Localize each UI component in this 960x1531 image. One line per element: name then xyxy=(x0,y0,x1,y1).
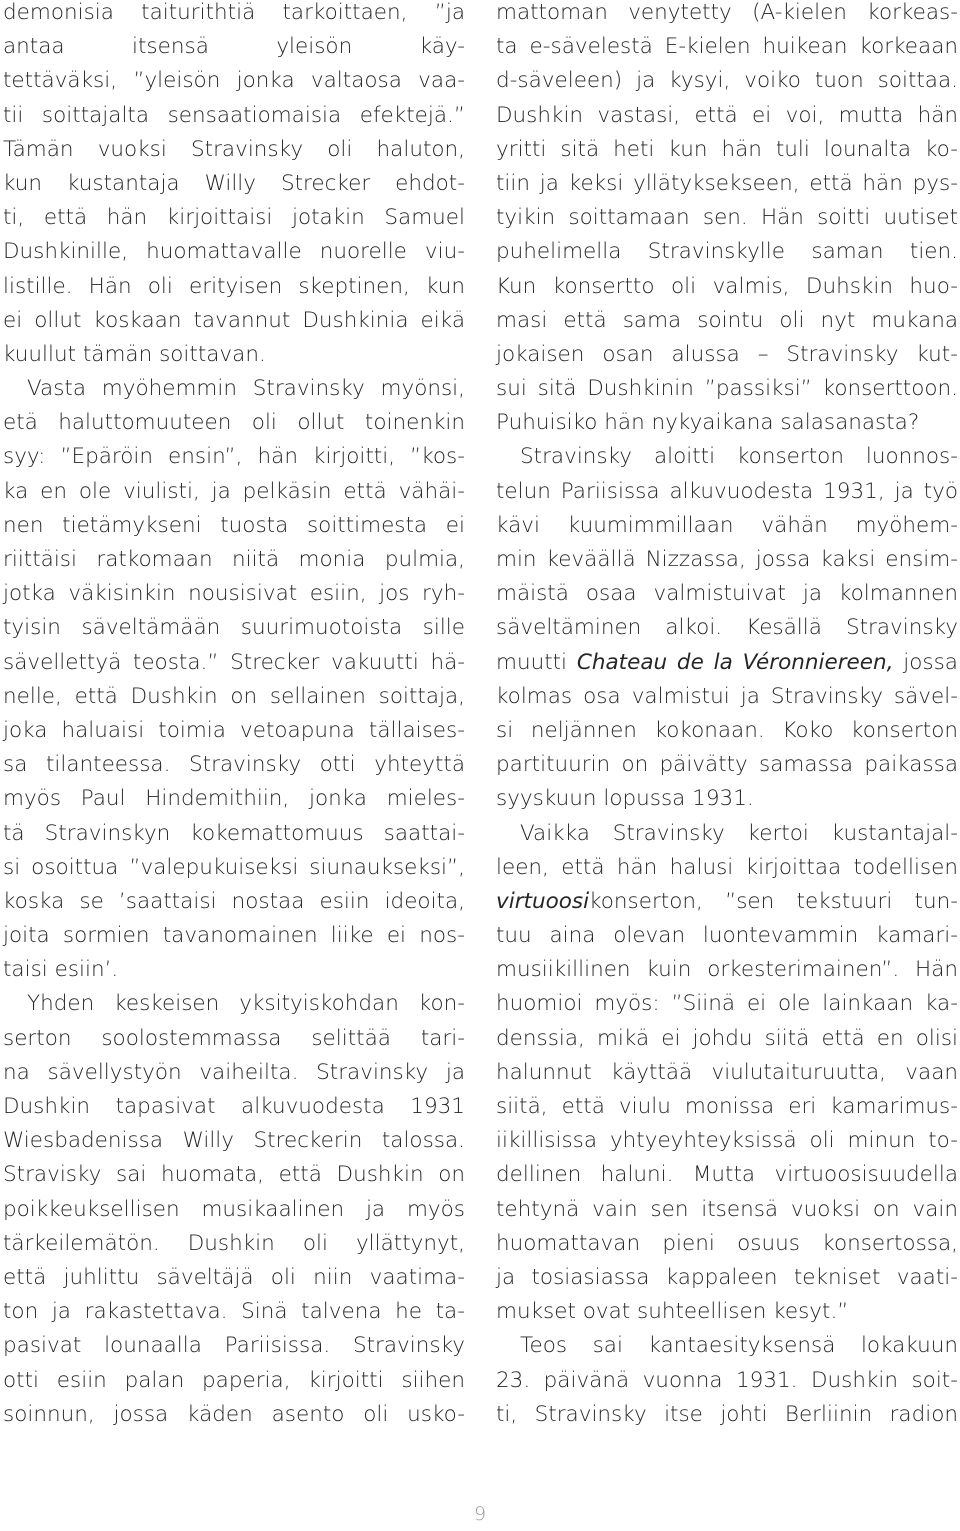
text-line: tehtynä vain sen itsensä vuoksi on vain xyxy=(496,1196,958,1222)
text-line: ta e-sävelestä E-kielen huikean korkeaan xyxy=(496,34,958,60)
text-line: kolmas osa valmistui ja Stravinsky sävel- xyxy=(496,683,958,709)
right-text-column xyxy=(496,0,958,1432)
text-line: taisi esiin’. xyxy=(3,957,119,983)
text-line: syy: ”Epäröin ensin”, hän kirjoitti, ”kos- xyxy=(3,444,465,470)
text-line: Dushkin vastasi, että ei voi, mutta hän xyxy=(496,102,958,128)
text-line: mukset ovat suhteellisen kesyt.” xyxy=(496,1299,849,1325)
text-line: tyikin soittamaan sen. Hän soitti uutiset xyxy=(496,205,958,231)
text-line: Dushkin tapasivat alkuvuodesta 1931 xyxy=(3,1094,465,1119)
text-line: Yhden keskeisen yksityiskohdan kon- xyxy=(27,991,465,1017)
text-line: syyskuun lopussa 1931. xyxy=(496,786,754,812)
text-line: Tämän vuoksi Stravinsky oli haluton, xyxy=(3,136,465,162)
text-line: koska se ’saattaisi nostaa esiin ideoita, xyxy=(3,888,465,914)
text-line: nelle, että Dushkin on sellainen soittaja, xyxy=(3,683,465,709)
text-line: otti esiin palan paperia, kirjoitti siihen xyxy=(3,1367,465,1393)
text-line: Teos sai kantaesityksensä lokakuun xyxy=(520,1333,958,1359)
text-line: pasivat lounaalla Pariisissa. Stravinsky xyxy=(3,1333,465,1359)
text-line: si osoittua ”valepukuiseksi siunaukseksi”, xyxy=(3,854,465,880)
text-line: jotka väkisinkin nousisivat esiin, jos ryh- xyxy=(3,581,465,607)
text-line: muutti Chateau de la Véronniereen, jossa xyxy=(496,649,958,675)
text-line: Wiesbadenissa Willy Streckerin talossa. xyxy=(3,1128,465,1154)
text-line: myös Paul Hindemithiin, jonka mieles- xyxy=(3,786,465,812)
text-line: musiikillinen kuin orkesterimainen”. Hän xyxy=(496,957,958,983)
text-line: ti, Stravinsky itse johti Berliinin radion xyxy=(496,1401,958,1427)
italic-text: Chateau de la Véronniereen, xyxy=(576,649,894,675)
text-line: etä haluttomuuteen oli ollut toinenkin xyxy=(3,410,465,436)
text-line: jokaisen osan alussa – Stravinsky kut- xyxy=(496,341,958,367)
text-line: leen, että hän halusi kirjoittaa todellisen xyxy=(496,854,958,880)
text-line: sa tilanteessa. Stravinsky otti yhteyttä xyxy=(3,752,465,778)
text-line: siitä, että viulu monissa eri kamarimus- xyxy=(496,1094,958,1119)
text-line: riittäisi ratkomaan niitä monia pulmia, xyxy=(3,547,465,572)
text-line: tyisin säveltämään suurimuotoista sille xyxy=(3,615,465,641)
text-line: poikkeuksellisen musikaalinen ja myös xyxy=(3,1196,465,1222)
text-line: 23. päivänä vuonna 1931. Dushkin soit- xyxy=(496,1367,958,1393)
text-line: masi että sama sointu oli nyt mukana xyxy=(496,307,958,333)
text-line: tärkeilemätön. Dushkin oli yllättynyt, xyxy=(3,1230,465,1256)
text-line: partituurin on päivätty samassa paikassa xyxy=(496,752,958,778)
text-line: virtuoosikonserton, ”sen tekstuuri tun- xyxy=(496,888,958,914)
text-line: si neljännen kokonaan. Koko konserton xyxy=(496,717,958,743)
text-line: soinnun, jossa käden asento oli usko- xyxy=(3,1401,465,1427)
text-line: sävellettyä teosta.” Strecker vakuutti hä- xyxy=(3,649,465,675)
text-line: Stravinsky aloitti konserton luonnos- xyxy=(520,444,958,470)
text-line: kun kustantaja Willy Strecker ehdot- xyxy=(3,170,465,196)
text-line: ja tosiasiassa kappaleen tekniset vaati- xyxy=(496,1264,958,1290)
left-text-column xyxy=(3,0,465,1432)
text-line: huomattavan pieni osuus konsertossa, xyxy=(496,1230,958,1256)
text-line: serton soolostemmassa selittää tari- xyxy=(3,1025,465,1051)
text-line: kuullut tämän soittavan. xyxy=(3,341,266,367)
text-line: Dushkinille, huomattavalle nuorelle viu- xyxy=(3,239,465,265)
text-line: tuu aina olevan luontevammin kamari- xyxy=(496,923,958,949)
text-line: yritti sitä heti kun hän tuli lounalta ko- xyxy=(496,136,958,162)
italic-text: virtuoosi xyxy=(496,888,590,914)
text-line: joita sormien tavanomainen liike ei nos- xyxy=(3,923,465,949)
text-line: telun Pariisissa alkuvuodesta 1931, ja työ xyxy=(496,478,958,504)
text-line: d-säveleen) ja kysyi, voiko tuon soittaa. xyxy=(496,68,958,94)
text-line: nen tietämykseni tuosta soittimesta ei xyxy=(3,512,465,538)
text-line: mäistä osaa valmistuivat ja kolmannen xyxy=(496,581,958,607)
text-line: puhelimella Stravinskylle saman tien. xyxy=(496,239,958,265)
text-line: ei ollut koskaan tavannut Dushkinia eikä xyxy=(3,307,465,333)
text-line: huomioi myös: ”Siinä ei ole lainkaan ka- xyxy=(496,991,958,1017)
text-line: Stravisky sai huomata, että Dushkin on xyxy=(3,1162,465,1188)
text-line: min keväällä Nizzassa, jossa kaksi ensim- xyxy=(496,547,958,572)
text-line: tä Stravinskyn kokemattomuus saattai- xyxy=(3,820,465,846)
text-line: ti, että hän kirjoittaisi jotakin Samuel xyxy=(3,205,465,231)
text-line: ton ja rakastettava. Sinä talvena he ta- xyxy=(3,1299,465,1325)
text-line: tii soittajalta sensaatiomaisia efektejä.” xyxy=(3,102,465,128)
text-line: Puhuisiko hän nykyaikana salasanasta? xyxy=(496,410,920,436)
text-line: kävi kuumimmillaan vähän myöhem- xyxy=(496,512,958,538)
text-line: denssia, mikä ei johdu siitä että en olisi xyxy=(496,1025,958,1051)
text-line: säveltäminen alkoi. Kesällä Stravinsky xyxy=(496,615,958,641)
text-line: halunnut käyttää viulutaituruutta, vaan xyxy=(496,1059,958,1085)
text-line: listille. Hän oli erityisen skeptinen, kun xyxy=(3,273,465,299)
text-line: iikillisissa yhtyeyhteyksissä oli minun to- xyxy=(496,1128,958,1154)
text-line: joka haluaisi toimia vetoapuna tällaises- xyxy=(3,717,465,743)
text-line: tiin ja keksi yllätyksekseen, että hän pys- xyxy=(496,170,958,196)
page-number: 9 xyxy=(473,1503,487,1525)
text-line: että juhlittu säveltäjä oli niin vaatima- xyxy=(3,1264,465,1290)
text-line: Kun konsertto oli valmis, Duhskin huo- xyxy=(496,273,958,299)
text-line: tettäväksi, ”yleisön jonka valtaosa vaa- xyxy=(3,68,465,94)
text-line: na sävellystyön vaiheilta. Stravinsky ja xyxy=(3,1059,465,1085)
text-line: Vasta myöhemmin Stravinsky myönsi, xyxy=(27,376,465,402)
text-line: antaa itsensä yleisön käy- xyxy=(3,34,465,60)
text-line: dellinen haluni. Mutta virtuoosisuudella xyxy=(496,1162,958,1188)
text-line: demonisia taiturithtiä tarkoittaen, ”ja xyxy=(3,0,465,25)
text-line: ka en ole viulisti, ja pelkäsin että vähäi- xyxy=(3,478,465,504)
text-line: mattoman venytetty (A-kielen korkeas- xyxy=(496,0,958,25)
text-line: Vaikka Stravinsky kertoi kustantajal- xyxy=(520,820,958,846)
text-line: sui sitä Dushkinin ”passiksi” konserttoon. xyxy=(496,376,958,402)
